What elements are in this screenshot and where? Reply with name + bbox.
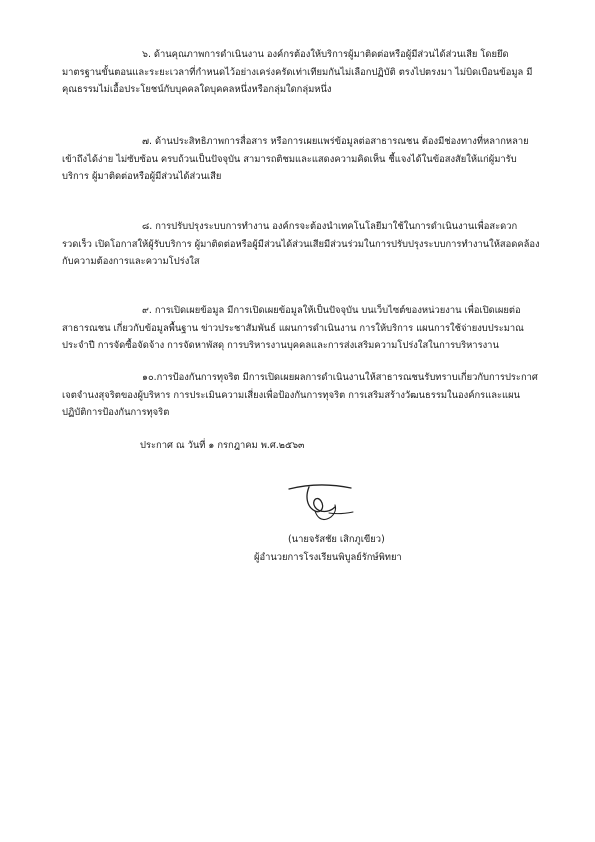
paragraph-10-anti-corruption: ๑๐.การป้องกันการทุจริต มีการเปิดเผยผลการดำเนินงานให้สาธารณชนรับทราบเกี่ยวกับการประกาศเจตจำนงสุจริตของผู้บริหาร การประเมินความเสี่ยงเพื่อป้องกันการทุจริต การเสริมสร้างวัฒนธรรมในองค์กรและแผนปฏิบัติการป้องกันการทุจริต xyxy=(62,372,538,418)
signer-name: (นายจรัสชัย เสิกภูเขียว) xyxy=(288,534,385,545)
signer-title: ผู้อำนวยการโรงเรียนพิบูลย์รักษ์พิทยา xyxy=(254,552,402,563)
paragraph-8-work-improvement: ๘. การปรับปรุงระบบการทำงาน องค์กรจะต้องนำเทคโนโลยีมาใช้ในการดำเนินงานเพื่อสะดวกรวดเร็ว เปิดโอกาสให้ผู้รับบริการ ผู้มาติดต่อหรือผู้มีส่วนได้ส่วนเสียมีส่วนร่วมในการปรับปรุงระบบการทำงานให้สอดคล้องกับความต้องการและความโปร่งใส xyxy=(62,221,540,267)
paragraph-9-disclosure: ๙. การเปิดเผยข้อมูล มีการเปิดเผยข้อมูลให้เป็นปัจจุบัน บนเว็บไซต์ของหน่วยงาน เพื่อเปิดเผยต่อสาธารณชน เกี่ยวกับข้อมูลพื้นฐาน ข่าวประชาสัมพันธ์ แผนการดำเนินงาน การให้บริการ แผนการใช้จ่ายงบประมาณประจำปี การจัดซื้อจัดจ้าง การจัดหาพัสดุ การบริหารงานบุคคลและการส่งเสริมความโปร่งใสในการบริหารงาน xyxy=(62,305,524,351)
paragraph-6-quality: ๖. ด้านคุณภาพการดำเนินงาน องค์กรต้องให้บริการผู้มาติดต่อหรือผู้มีส่วนได้ส่วนเสีย โดยยึดมาตรฐานขั้นตอนและระยะเวลาที่กำหนดไว้อย่างเคร่งครัดเท่าเทียมกันไม่เลือกปฏิบัติ ตรงไปตรงมา ไม่บิดเบือนข้อมูล มีคุณธรรมไม่เอื้อประโยชน์กับบุคคลใดบุคคลหนึ่งหรือกลุ่มใดกลุ่มหนึ่ง xyxy=(62,49,533,95)
announcement-date: ประกาศ ณ วันที่ ๑ กรกฎาคม พ.ศ.๒๕๖๓ xyxy=(140,440,305,451)
handwritten-signature xyxy=(285,467,365,527)
paragraph-7-communication: ๗. ด้านประสิทธิภาพการสื่อสาร หรือการเผยแพร่ข้อมูลต่อสาธารณชน ต้องมีช่องทางที่หลากหลายเข้าถึงได้ง่าย ไม่ซับซ้อน ครบถ้วนเป็นปัจจุบัน สามารถติชมและแสดงความคิดเห็น ชี้แจงได้ในข้อสงสัยให้แก่ผู้มารับบริการ ผู้มาติดต่อหรือผู้มีส่วนได้ส่วนเสีย xyxy=(62,136,529,182)
